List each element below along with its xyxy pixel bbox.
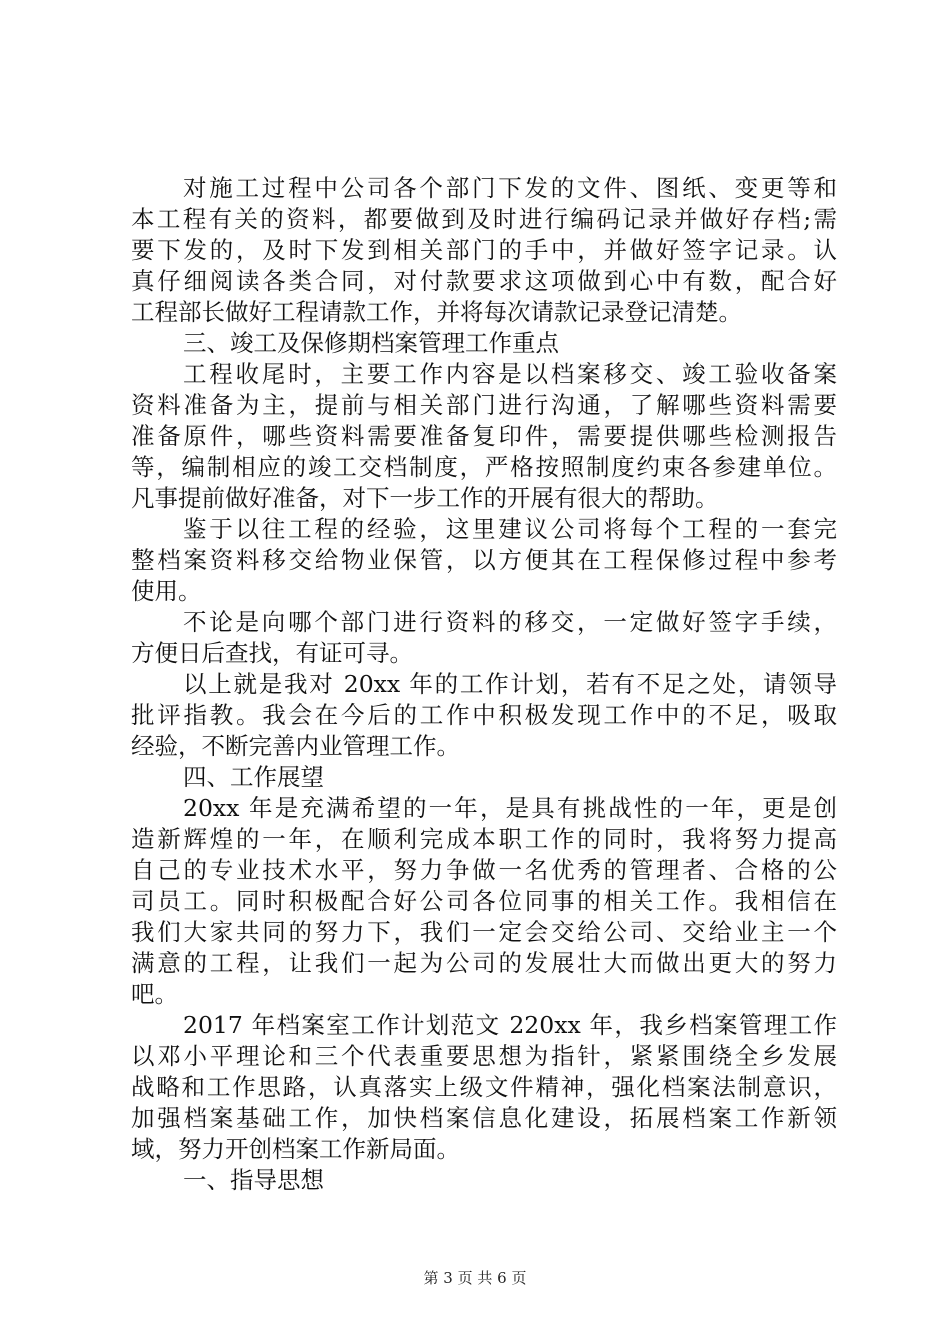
text-line: 加强档案基础工作，加快档案信息化建设，拓展档案工作新领 xyxy=(131,1104,837,1132)
paragraph xyxy=(131,1010,837,1165)
section-heading xyxy=(131,1165,837,1196)
text-line: 准备原件，哪些资料需要准备复印件，需要提供哪些检测报告 xyxy=(131,422,837,450)
section-heading xyxy=(131,762,837,793)
paragraph xyxy=(131,607,837,669)
text-line: 我们大家共同的努力下，我们一定会交给公司、交给业主一个 xyxy=(131,918,837,946)
text-line: 满意的工程，让我们一起为公司的发展壮大而做出更大的努力 xyxy=(131,949,837,977)
paragraph xyxy=(131,669,837,762)
text-line: 经验，不断完善内业管理工作。 xyxy=(131,732,460,760)
text-line: 凡事提前做好准备，对下一步工作的开展有很大的帮助。 xyxy=(131,484,719,512)
text-line: 造新辉煌的一年，在顺利完成本职工作的同时，我将努力提高 xyxy=(131,825,837,853)
text-line: 工程部长做好工程请款工作，并将每次请款记录登记清楚。 xyxy=(131,298,742,326)
text-line: 不论是向哪个部门进行资料的移交，一定做好签字手续， xyxy=(183,608,837,636)
text-line: 域，努力开创档案工作新局面。 xyxy=(131,1135,460,1163)
text-line: 战略和工作思路，认真落实上级文件精神，强化档案法制意识， xyxy=(131,1073,837,1101)
paragraph xyxy=(131,514,837,607)
text-line: 方便日后查找，有证可寻。 xyxy=(131,639,413,667)
text-line: 工程收尾时，主要工作内容是以档案移交、竣工验收备案 xyxy=(183,360,837,388)
section-heading xyxy=(131,328,837,359)
paragraph xyxy=(131,173,837,328)
document-body xyxy=(131,173,837,1196)
text-line: 司员工。同时积极配合好公司各位同事的相关工作。我相信在 xyxy=(131,887,837,915)
text-line: 对施工过程中公司各个部门下发的文件、图纸、变更等和 xyxy=(183,174,837,202)
text-line: 使用。 xyxy=(131,577,202,605)
text-line: 以邓小平理论和三个代表重要思想为指针，紧紧围绕全乡发展 xyxy=(131,1042,837,1070)
page-footer: 第 3 页 共 6 页 xyxy=(423,1269,527,1287)
paragraph xyxy=(131,359,837,514)
text-line: 要下发的，及时下发到相关部门的手中，并做好签字记录。认 xyxy=(131,236,837,264)
text-line: 等，编制相应的竣工交档制度，严格按照制度约束各参建单位。 xyxy=(131,453,837,481)
paragraph xyxy=(131,793,837,1010)
text-line: 以上就是我对 20xx 年的工作计划，若有不足之处，请领导 xyxy=(183,670,837,698)
text-line: 一、指导思想 xyxy=(183,1166,324,1194)
text-line: 四、工作展望 xyxy=(183,763,324,791)
text-line: 20xx 年是充满希望的一年，是具有挑战性的一年，更是创 xyxy=(183,794,837,822)
text-line: 本工程有关的资料，都要做到及时进行编码记录并做好存档;需 xyxy=(131,205,837,233)
text-line: 真仔细阅读各类合同，对付款要求这项做到心中有数，配合好 xyxy=(131,267,837,295)
text-line: 资料准备为主，提前与相关部门进行沟通，了解哪些资料需要 xyxy=(131,391,837,419)
text-line: 批评指教。我会在今后的工作中积极发现工作中的不足，吸取 xyxy=(131,701,837,729)
text-line: 鉴于以往工程的经验，这里建议公司将每个工程的一套完 xyxy=(183,515,837,543)
text-line: 吧。 xyxy=(131,980,178,1008)
text-line: 三、竣工及保修期档案管理工作重点 xyxy=(183,329,559,357)
text-line: 自己的专业技术水平，努力争做一名优秀的管理者、合格的公 xyxy=(131,856,837,884)
text-line: 2017 年档案室工作计划范文 220xx 年，我乡档案管理工作 xyxy=(183,1011,837,1039)
text-line: 整档案资料移交给物业保管，以方便其在工程保修过程中参考 xyxy=(131,546,837,574)
